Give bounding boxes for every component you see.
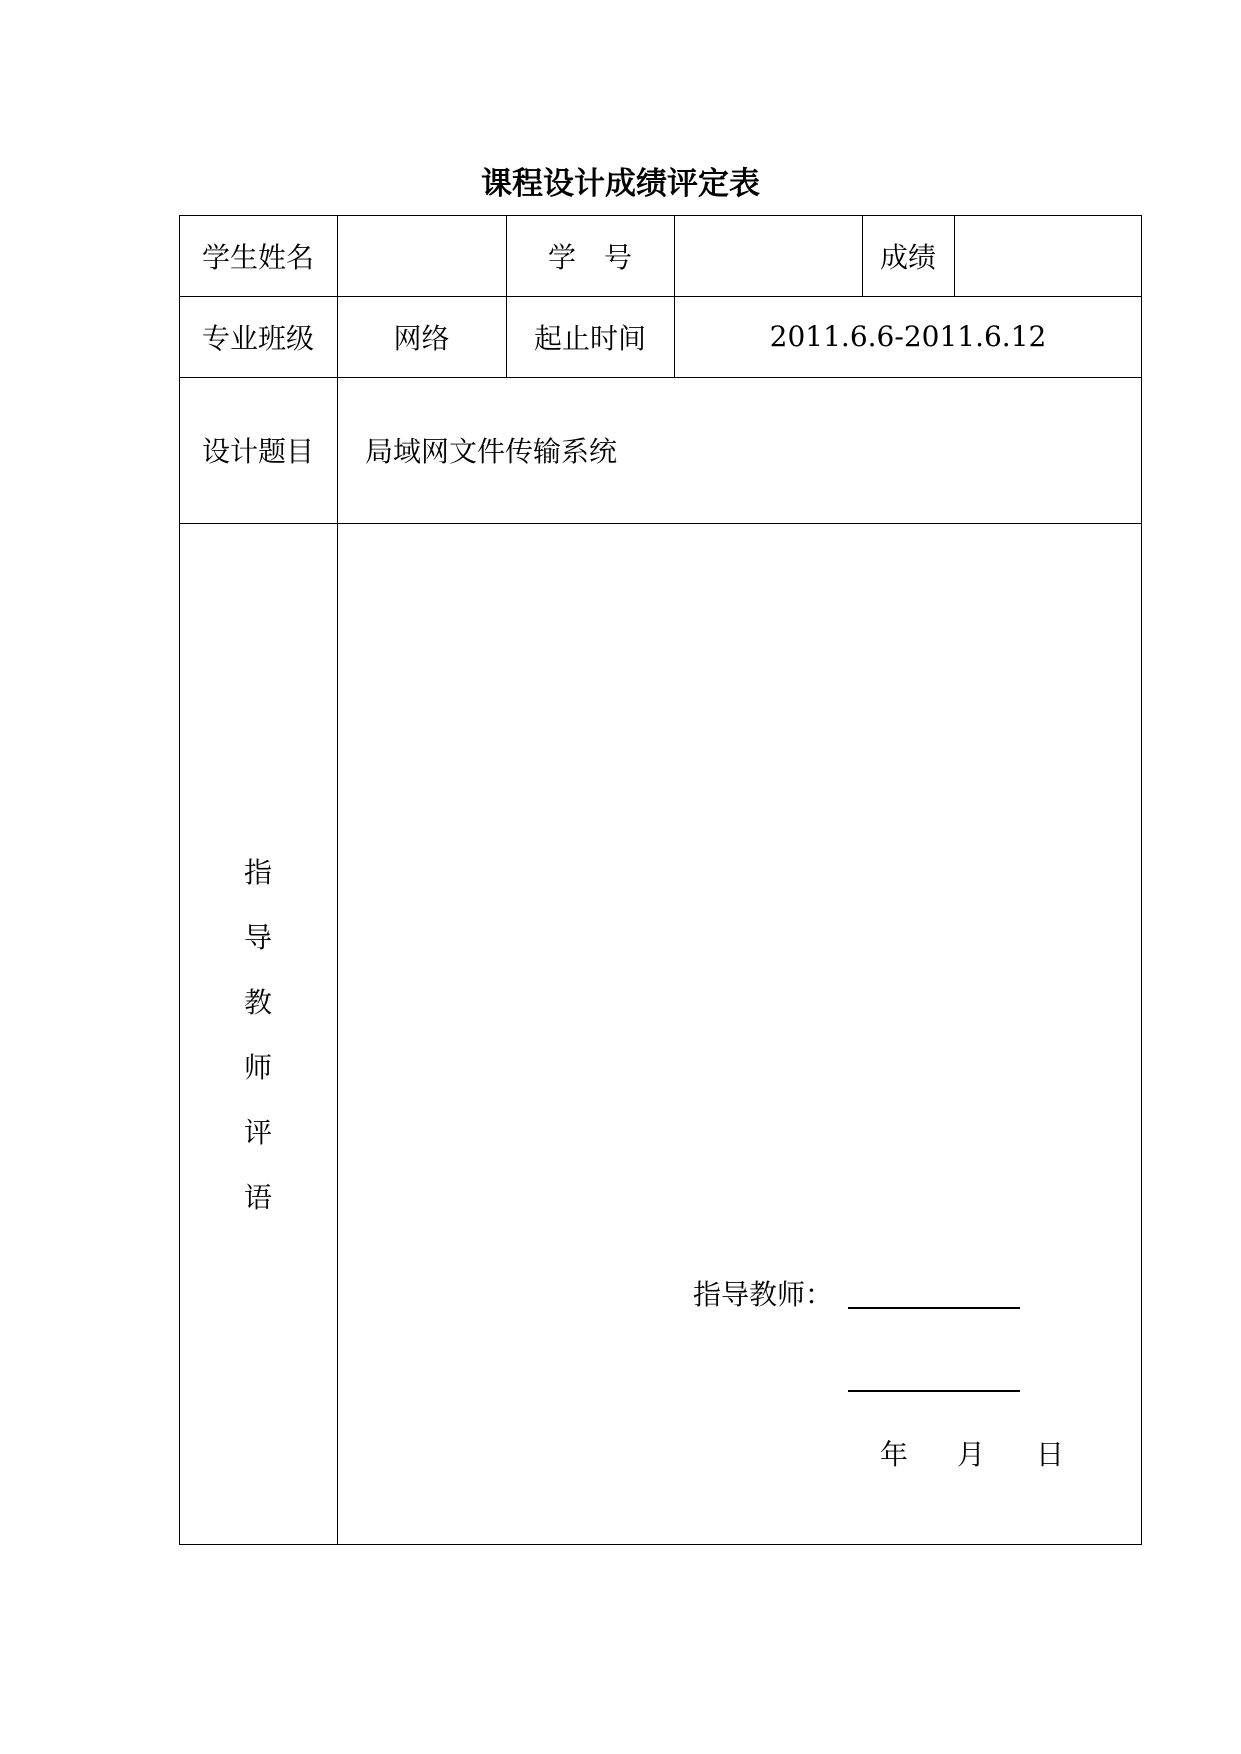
period-value[interactable]: 2011.6.6-2011.6.12 [769, 320, 1047, 353]
instructor-signature-label: 指导教师： [693, 1278, 834, 1311]
comment-label-char: 评 [243, 1116, 272, 1149]
comment-label-char: 师 [243, 1051, 272, 1084]
student-name-field[interactable] [337, 215, 506, 296]
topic-label: 设计题目 [201, 435, 314, 468]
period-label: 起止时间 [533, 321, 646, 355]
comment-label-char: 导 [243, 921, 272, 954]
row-divider [179, 523, 1142, 524]
grade-field[interactable] [954, 215, 1142, 296]
column-divider [337, 215, 338, 1545]
instructor-comments-label [179, 840, 337, 1230]
second-signature-line[interactable] [848, 1390, 1020, 1392]
major-class-value[interactable]: 网络 [393, 321, 450, 355]
major-class-label: 专业班级 [201, 321, 314, 355]
comment-label-char: 指 [243, 856, 272, 889]
student-id-field[interactable] [674, 215, 862, 296]
student-name-label: 学生姓名 [201, 240, 314, 274]
date-day-label: 日 [1036, 1438, 1065, 1471]
page-title: 课程设计成绩评定表 [481, 166, 760, 202]
comment-label-char: 教 [243, 986, 272, 1019]
student-id-label: 学 号 [547, 240, 632, 274]
date-month-label: 月 [957, 1438, 986, 1471]
grade-label: 成绩 [879, 240, 936, 274]
comment-label-char: 语 [243, 1181, 272, 1214]
instructor-signature-line[interactable] [848, 1307, 1020, 1309]
instructor-comments-area[interactable] [339, 525, 1140, 1225]
topic-value[interactable]: 局域网文件传输系统 [365, 435, 618, 468]
date-year-label: 年 [880, 1438, 909, 1471]
